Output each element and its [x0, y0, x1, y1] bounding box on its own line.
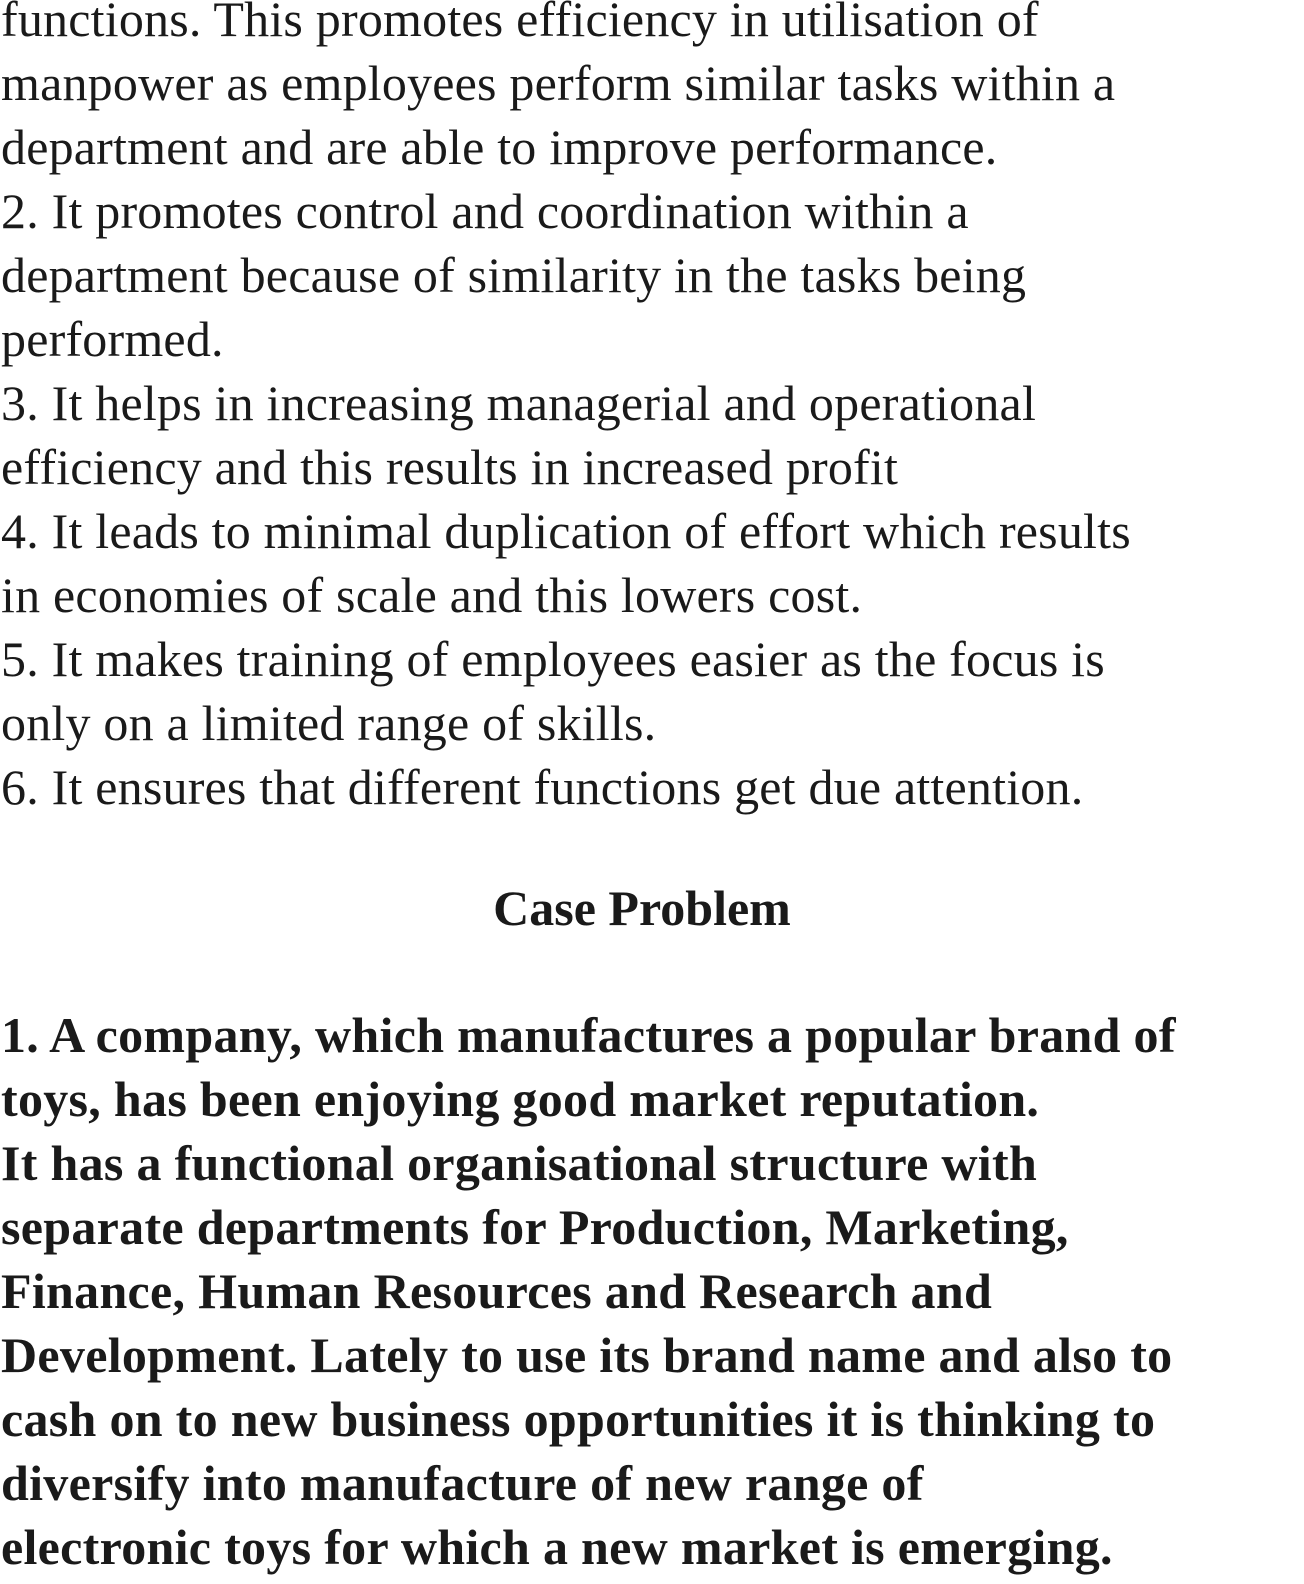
case-problem-line: Finance, Human Resources and Research and: [1, 1263, 993, 1319]
body-text-line: department and are able to improve performance.: [1, 119, 998, 175]
list-item-2: 2. It promotes control and coordination within a: [1, 183, 969, 239]
body-text-line: performed.: [1, 311, 224, 367]
case-problem-line: toys, has been enjoying good market reputation.: [1, 1071, 1040, 1127]
body-text-line: department because of similarity in the tasks being: [1, 247, 1027, 303]
case-problem-line: cash on to new business opportunities it is thinking to: [1, 1391, 1156, 1447]
case-problem-line: electronic toys for which a new market is emerging.: [1, 1519, 1113, 1575]
list-item-5: 5. It makes training of employees easier as the focus is: [1, 631, 1105, 687]
case-problem-line: 1. A company, which manufactures a popular brand of: [1, 1007, 1176, 1063]
case-problem-line: Development. Lately to use its brand name and also to: [1, 1327, 1173, 1383]
case-problem-line: It has a functional organisational structure with: [1, 1135, 1038, 1191]
list-item-4: 4. It leads to minimal duplication of effort which results: [1, 503, 1131, 559]
section-heading: Case Problem: [493, 880, 791, 936]
case-problem-line: separate departments for Production, Marketing,: [1, 1199, 1069, 1255]
body-text-line: manpower as employees perform similar tasks within a: [1, 55, 1116, 111]
body-text-line: efficiency and this results in increased profit: [1, 439, 899, 495]
body-text-line: functions. This promotes efficiency in utilisation of: [1, 0, 1039, 47]
list-item-6: 6. It ensures that different functions get due attention.: [1, 759, 1084, 815]
body-text-line: only on a limited range of skills.: [1, 695, 657, 751]
body-text-line: in economies of scale and this lowers cost.: [1, 567, 863, 623]
list-item-3: 3. It helps in increasing managerial and operational: [1, 375, 1037, 431]
case-problem-line: diversify into manufacture of new range of: [1, 1455, 924, 1511]
